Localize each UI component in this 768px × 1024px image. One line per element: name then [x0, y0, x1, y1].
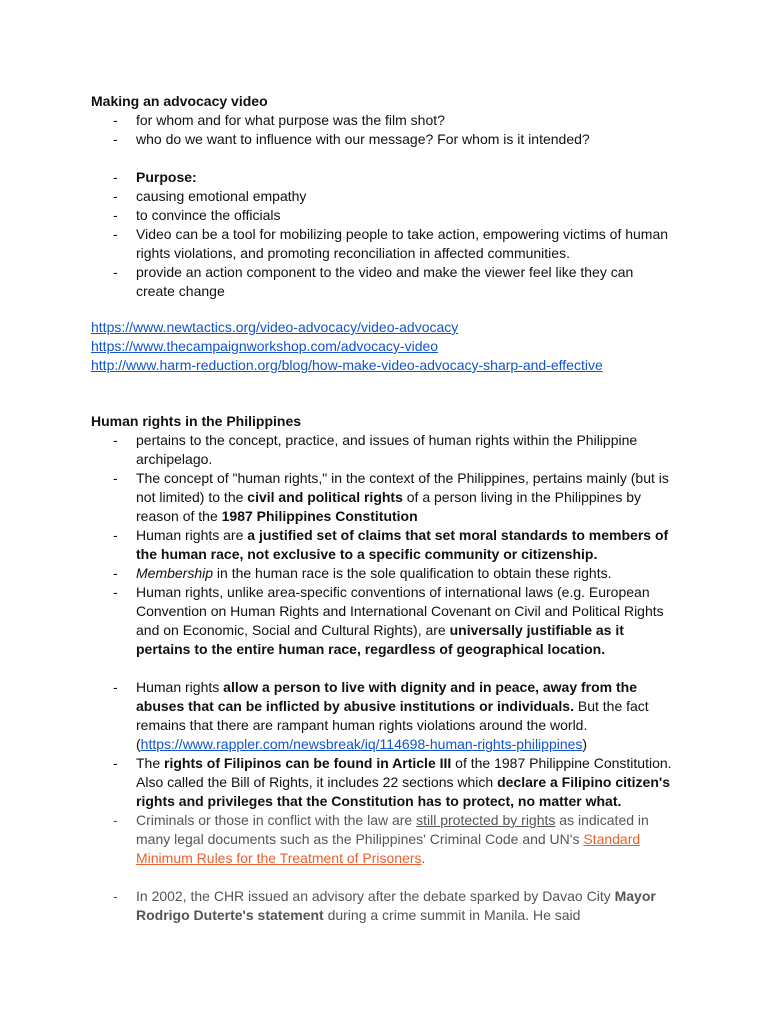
- link-rappler[interactable]: https://www.rappler.com/newsbreak/iq/114698-human-rights-philippines: [140, 736, 583, 752]
- advocacy-question-list: [113, 111, 673, 301]
- human-rights-list: [113, 431, 673, 925]
- list-item: - The concept of "human rights," in the context of the Philippines, pertains mainly (but is not limited) to the civil and political rights of a person living in the Philippines by reason of the 1987 Philippines Constitution: [113, 469, 673, 526]
- list-item: - to convince the officials: [113, 206, 673, 225]
- list-item: - causing emotional empathy: [113, 187, 673, 206]
- link-harm-reduction[interactable]: http://www.harm-reduction.org/blog/how-make-video-advocacy-sharp-and-effective: [91, 357, 603, 373]
- list-item: - for whom and for what purpose was the film shot?: [113, 111, 673, 130]
- list-item: - Human rights, unlike area-specific conventions of international laws (e.g. European Convention on Human Rights and International Covenant on Civil and Political Rights and on Economic, Social and Cultural Rights), are universally justifiable as it pertains to the entire human race, regardless of geographical location.: [113, 583, 673, 659]
- list-item: - Video can be a tool for mobilizing people to take action, empowering victims of human rights violations, and promoting reconciliation in affected communities.: [113, 225, 673, 263]
- list-item: - provide an action component to the video and make the viewer feel like they can create change: [113, 263, 673, 301]
- list-item: - In 2002, the CHR issued an advisory after the debate sparked by Davao City Mayor Rodrigo Duterte's statement during a crime summit in Manila. He said: [113, 887, 673, 925]
- list-item: - Criminals or those in conflict with the law are still protected by rights as indicated in many legal documents such as the Philippines' Criminal Code and UN's Standard Minimum Rules for the Treatment of Prisoners.: [113, 811, 673, 868]
- list-item: - Membership in the human race is the sole qualification to obtain these rights.: [113, 564, 673, 583]
- link-newtactics[interactable]: https://www.newtactics.org/video-advocacy/video-advocacy: [91, 319, 459, 335]
- list-item-purpose: [113, 168, 673, 187]
- link-standard-minimum-rules[interactable]: Standard Minimum Rules for the Treatment of Prisoners: [136, 831, 641, 866]
- section-title-human-rights: Human rights in the Philippines: [91, 413, 302, 429]
- reference-links: [91, 318, 603, 375]
- purpose-label: Purpose:: [136, 169, 197, 185]
- list-item: - pertains to the concept, practice, and issues of human rights within the Philippine archipelago.: [113, 431, 673, 469]
- list-item: - Human rights are a justified set of claims that set moral standards to members of the human race, not exclusive to a specific community or citizenship.: [113, 526, 673, 564]
- list-item: - Human rights allow a person to live with dignity and in peace, away from the abuses that can be inflicted by abusive institutions or individuals. But the fact remains that there are rampant human rights violations around the world. (https://www.rappler.com/newsbreak/iq/114698-human-rights-philippines): [113, 678, 673, 754]
- list-item: - who do we want to influence with our message? For whom is it intended?: [113, 130, 673, 149]
- list-item: - The rights of Filipinos can be found in Article III of the 1987 Philippine Constitution. Also called the Bill of Rights, it includes 22 sections which declare a Filipino citizen's rights and privileges that the Constitution has to protect, no matter what.: [113, 754, 673, 811]
- link-campaignworkshop[interactable]: https://www.thecampaignworkshop.com/advocacy-video: [91, 338, 439, 354]
- section-title-advocacy-video: Making an advocacy video: [91, 93, 268, 109]
